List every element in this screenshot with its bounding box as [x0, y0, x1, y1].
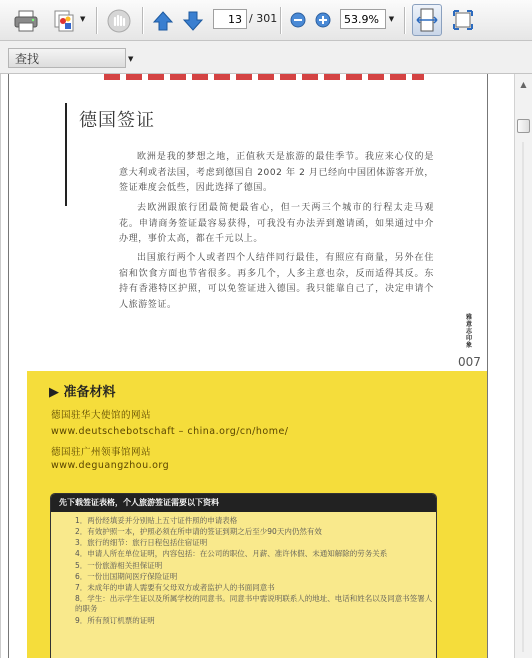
pdf-page: [8, 74, 488, 658]
total-pages-label: / 301: [249, 12, 278, 25]
fit-width-button[interactable]: [412, 4, 442, 36]
printer-icon[interactable]: [13, 9, 39, 33]
zoom-dropdown-icon[interactable]: ▼: [388, 15, 395, 23]
requirements-header: 先下载签证表格，个人旅游签证需要以下资料: [51, 494, 436, 512]
paragraph: 出国旅行两个人或者四个人结伴同行最佳，有照应有商量，另外在住宿和饮食方面也节省很多。再多几个，人多主意也杂，反而适得其反。东持有香港特区护照，可以免签证进入德国。我只能靠自己了，决定申请个人旅游签证。: [119, 253, 434, 310]
arrow-up-icon[interactable]: [152, 10, 174, 32]
scrollbar-rail: [522, 142, 524, 652]
list-item: 6．一份出国期间医疗保险证明: [75, 572, 178, 581]
hand-icon[interactable]: [106, 8, 132, 34]
page-number-input[interactable]: 13: [213, 9, 247, 29]
requirements-box: [50, 493, 437, 658]
list-item: 4．申请人所在单位证明，内容包括：在公司的职位、月薪、准许休假、未通知解除的劳务关系: [75, 549, 388, 558]
scroll-up-icon[interactable]: ▲: [520, 80, 527, 89]
zoom-in-icon[interactable]: [315, 12, 331, 28]
combine-files-icon[interactable]: [52, 8, 78, 34]
section-title: 德国签证: [79, 110, 155, 131]
find-bar: [0, 41, 532, 74]
arrow-down-icon[interactable]: [182, 10, 204, 32]
paragraph: 欧洲是我的梦想之地，正值秋天是旅游的最佳季节。我应来心仪的是意大利或者法国，考虑到德国自 2002 年 2 月已经向中国团体游客开放，签证难度会低些，因此选择了德国。: [119, 152, 434, 193]
side-tab-label: 雅意志印象: [465, 314, 472, 349]
vertical-scrollbar[interactable]: [514, 74, 532, 658]
link-label: 德国驻广州领事馆网站: [51, 447, 152, 458]
zoom-level-input[interactable]: 53.9%: [340, 9, 386, 29]
list-item: 3．旅行的细节：旅行日程包括住宿证明: [75, 538, 208, 547]
list-item: 8．学生：出示学生证以及所属学校的同意书。同意书中需说明联系人的地址、电话和姓名以及同意书签署人的职务: [75, 594, 433, 613]
fit-width-icon: [413, 5, 441, 35]
paragraph: 去欧洲跟旅行团最简便最省心，但一天两三个城市的行程太走马观花。申请商务签证最容易获得，可我没有办法弄到邀请函，如果通过中介办理，事价太高，都在千元以上。: [119, 203, 434, 244]
scrollbar-thumb[interactable]: [517, 119, 530, 133]
page-number-label: 007: [458, 355, 481, 369]
search-options-icon[interactable]: ▼: [128, 55, 134, 63]
document-viewport[interactable]: [0, 74, 515, 658]
section-divider: [65, 103, 67, 206]
chevron-down-icon[interactable]: ▼: [80, 15, 86, 23]
page-header-decoration: [104, 74, 424, 80]
search-input[interactable]: 查找: [8, 48, 126, 68]
list-item: 5．一份旅游相关担保证明: [75, 561, 163, 570]
toolbar: [0, 0, 532, 41]
link-url: www.deutschebotschaft – china.org/cn/home/: [51, 426, 289, 437]
list-item: 1．两份经填妥并分别贴上五寸证件照的申请表格: [75, 516, 238, 525]
zoom-out-icon[interactable]: [290, 12, 306, 28]
list-item: 7．未成年的申请人需要有父母双方或者监护人的书面同意书: [75, 583, 275, 592]
list-item: 9．所有预订机票的证明: [75, 616, 155, 625]
materials-title: ▶ 准备材料: [49, 385, 116, 400]
full-screen-icon[interactable]: [452, 9, 474, 31]
link-url: www.deguangzhou.org: [51, 460, 170, 471]
link-label: 德国驻华大使馆的网站: [51, 410, 152, 421]
list-item: 2．有效护照一本，护照必须在所申请的签证到期之后至少90天内仍然有效: [75, 527, 322, 536]
